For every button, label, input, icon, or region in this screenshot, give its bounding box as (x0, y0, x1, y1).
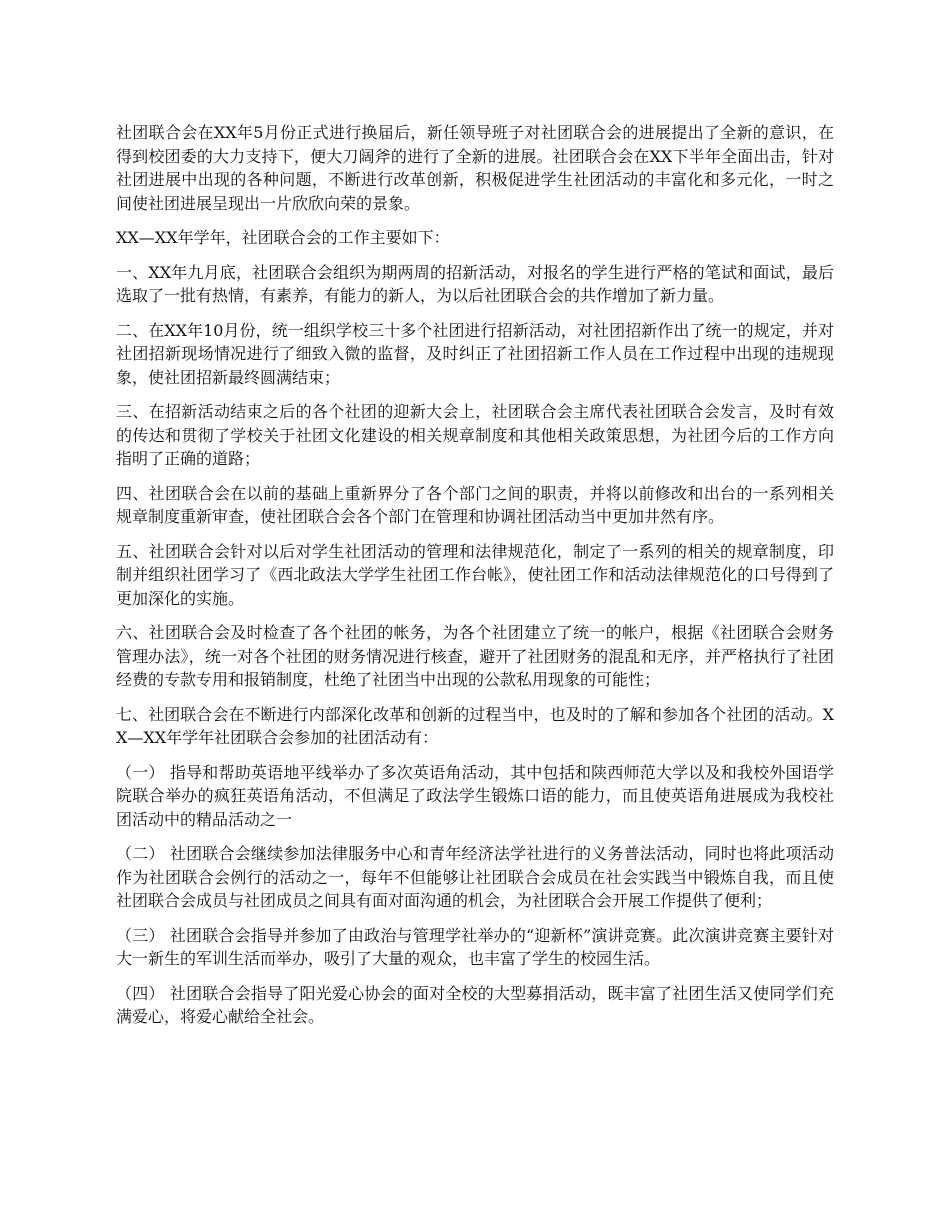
sub-item-3-paragraph: （三） 社团联合会指导并参加了由政治与管理学社举办的“迎新杯”演讲竞赛。此次演讲竞赛主要针对大一新生的军训生活而举办，吸引了大量的观众，也丰富了学生的校园生活。 (116, 925, 834, 968)
intro-paragraph: 社团联合会在XX年5月份正式进行换届后，新任领导班子对社团联合会的进展提出了全新的意识，在得到校团委的大力支持下，便大刀阔斧的进行了全新的进展。社团联合会在XX下半年全面出击，针对社团进展中出现的各种问题，不断进行改革创新，积极促进学生社团活动的丰富化和多元化，一时之间使社团进展呈现出一片欣欣向荣的景象。 (116, 123, 834, 213)
document-body (116, 121, 834, 1040)
item-2-paragraph: 二、在XX年10月份，统一组织学校三十多个社团进行招新活动，对社团招新作出了统一的规定，并对社团招新现场情况进行了细致入微的监督，及时纠正了社团招新工作人员在工作过程中出现的违规现象，使社团招新最终圆满结束； (116, 320, 834, 387)
item-3-paragraph: 三、在招新活动结束之后的各个社团的迎新大会上，社团联合会主席代表社团联合会发言，及时有效的传达和贯彻了学校关于社团文化建设的相关规章制度和其他相关政策思想，为社团今后的工作方向指明了正确的道路； (116, 402, 834, 468)
item-1-paragraph: 一、XX年九月底，社团联合会组织为期两周的招新活动，对报名的学生进行严格的笔试和面试，最后选取了一批有热情，有素养，有能力的新人，为以后社团联合会的共作增加了新力量。 (116, 262, 834, 305)
sub-item-1-paragraph: （一） 指导和帮助英语地平线举办了多次英语角活动，其中包括和陕西师范大学以及和我校外国语学院联合举办的疯狂英语角活动，不但满足了政法学生锻炼口语的能力，而且使英语角进展成为我校社团活动中的精品活动之一 (116, 762, 834, 829)
sub-item-2-paragraph: （二） 社团联合会继续参加法律服务中心和青年经济法学社进行的义务普法活动，同时也将此项活动作为社团联合会例行的活动之一，每年不但能够让社团联合会成员在社会实践当中锻炼自我，而且使社团联合会成员与社团成员之间具有面对面沟通的机会，为社团联合会开展工作提供了便利； (116, 844, 834, 910)
item-4-paragraph: 四、社团联合会在以前的基础上重新界分了各个部门之间的职责，并将以前修改和出台的一系列相关规章制度重新审查，使社团联合会各个部门在管理和协调社团活动当中更加井然有序。 (116, 483, 834, 526)
work-summary-heading: XX—XX年学年，社团联合会的工作主要如下： (116, 228, 450, 247)
sub-item-4-paragraph: （四） 社团联合会指导了阳光爱心协会的面对全校的大型募捐活动，既丰富了社团生活又使同学们充满爱心，将爱心献给全社会。 (116, 983, 834, 1026)
item-7-paragraph: 七、社团联合会在不断进行内部深化改革和创新的过程当中，也及时的了解和参加各个社团的活动。XX—XX年学年社团联合会参加的社团活动有： (116, 704, 834, 747)
item-6-paragraph: 六、社团联合会及时检查了各个社团的帐务，为各个社团建立了统一的帐户，根据《社团联合会财务管理办法》，统一对各个社团的财务情况进行核查，避开了社团财务的混乱和无序，并严格执行了社团经费的专款专用和报销制度，杜绝了社团当中出现的公款私用现象的可能性； (116, 623, 834, 689)
item-5-paragraph: 五、社团联合会针对以后对学生社团活动的管理和法律规范化，制定了一系列的相关的规章制度，印制并组织社团学习了《西北政法大学学生社团工作台帐》，使社团工作和活动法律规范化的口号得到了更加深化的实施。 (116, 541, 834, 608)
